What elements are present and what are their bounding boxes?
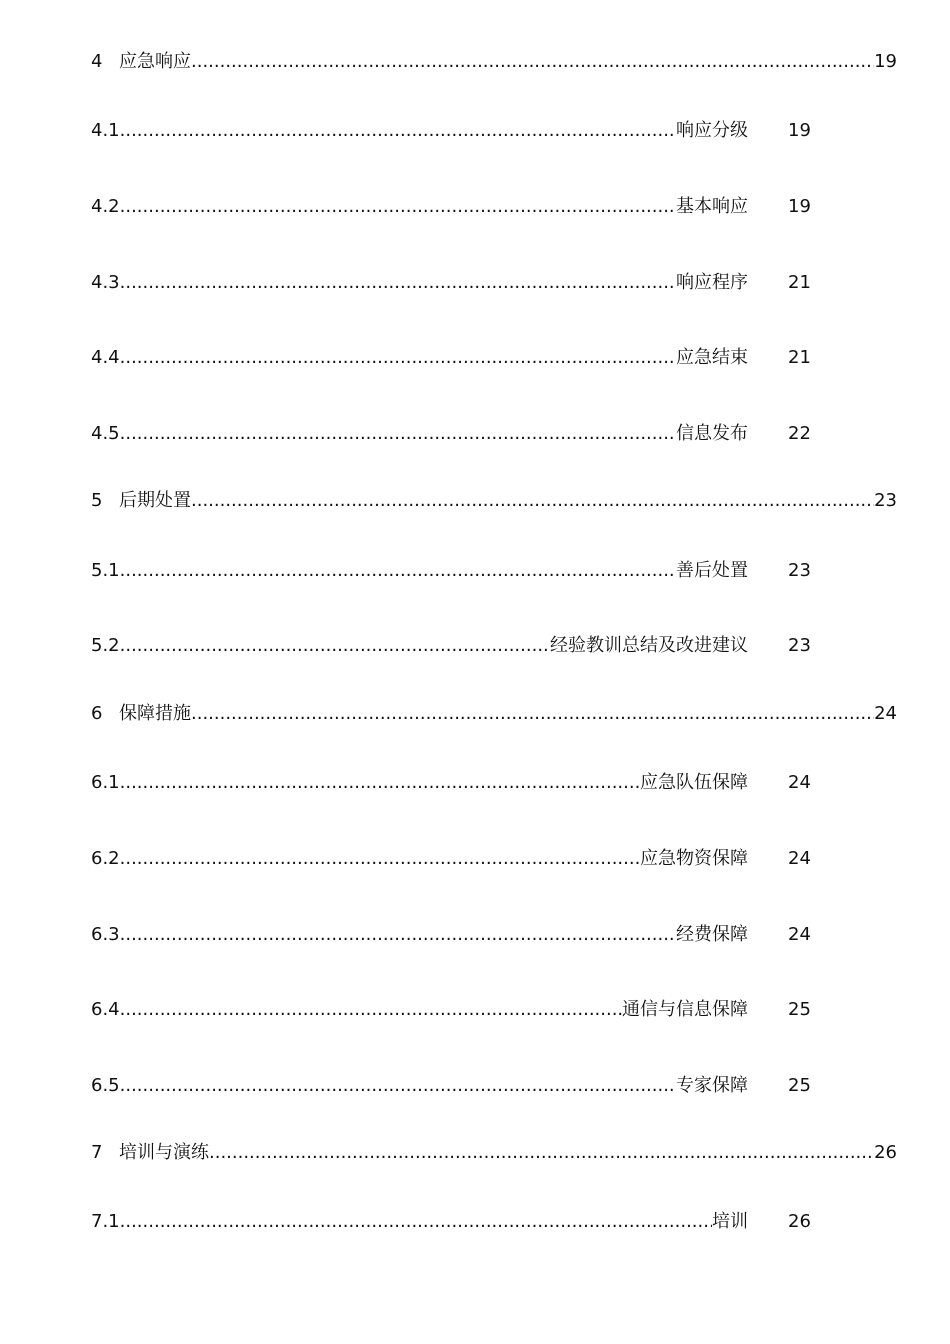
toc-section-6-4[interactable]: [91, 998, 748, 1022]
toc-section-number: 4.4: [91, 347, 120, 368]
toc-dot-leader: [120, 195, 676, 219]
toc-page-number: 23: [874, 490, 897, 511]
toc-chapter-number: 7: [91, 1142, 103, 1163]
toc-section-6-3[interactable]: [91, 923, 748, 947]
toc-dot-leader: [120, 923, 676, 947]
toc-section-6-1[interactable]: [91, 771, 748, 795]
toc-section-title: 通信与信息保障: [622, 999, 748, 1020]
toc-section-title: 专家保障: [676, 1075, 748, 1096]
toc-chapter-title: 培训与演练: [119, 1142, 209, 1163]
toc-section-title: 善后处置: [676, 560, 748, 581]
toc-section-title: 应急结束: [676, 347, 748, 368]
toc-dot-leader: [120, 847, 640, 871]
toc-section-title: 信息发布: [676, 423, 748, 444]
toc-section-number: 6.1: [91, 772, 120, 793]
toc-section-4-2[interactable]: [91, 195, 748, 219]
toc-page-number: 19: [874, 51, 897, 72]
toc-section-7-1[interactable]: [91, 1210, 748, 1234]
toc-section-number: 4.1: [91, 120, 120, 141]
toc-chapter-title: 应急响应: [119, 51, 191, 72]
toc-dot-leader: [120, 634, 550, 658]
toc-page-number: 24: [788, 848, 811, 869]
toc-chapter-title: 保障措施: [119, 703, 191, 724]
toc-dot-leader: [191, 702, 874, 726]
toc-dot-leader: [191, 489, 874, 513]
toc-page-number: 24: [788, 772, 811, 793]
toc-section-number: 6.4: [91, 999, 120, 1020]
toc-chapter-7[interactable]: [91, 1141, 897, 1165]
toc-chapter-number: 4: [91, 51, 103, 72]
toc-section-number: 6.5: [91, 1075, 120, 1096]
toc-dot-leader: [120, 559, 676, 583]
toc-section-title: 应急队伍保障: [640, 772, 748, 793]
toc-dot-leader: [120, 346, 676, 370]
toc-page-number: 19: [788, 196, 811, 217]
toc-page-number: 21: [788, 347, 811, 368]
toc-section-4-4[interactable]: [91, 346, 748, 370]
toc-section-title: 培训: [712, 1211, 748, 1232]
toc-dot-leader: [191, 50, 874, 74]
toc-section-number: 7.1: [91, 1211, 120, 1232]
toc-section-4-3[interactable]: [91, 271, 748, 295]
toc-section-number: 5.1: [91, 560, 120, 581]
toc-dot-leader: [120, 1074, 676, 1098]
toc-chapter-number: 6: [91, 703, 103, 724]
toc-section-6-5[interactable]: [91, 1074, 748, 1098]
toc-section-title: 经验教训总结及改进建议: [550, 635, 748, 656]
toc-page-number: 22: [788, 423, 811, 444]
toc-section-6-2[interactable]: [91, 847, 748, 871]
toc-section-title: 基本响应: [676, 196, 748, 217]
toc-page-number: 23: [788, 560, 811, 581]
toc-dot-leader: [209, 1141, 874, 1165]
toc-page-number: 23: [788, 635, 811, 656]
toc-chapter-4[interactable]: [91, 50, 897, 74]
toc-page-number: 19: [788, 120, 811, 141]
toc-section-title: 经费保障: [676, 924, 748, 945]
toc-section-number: 5.2: [91, 635, 120, 656]
toc-page-number: 26: [788, 1211, 811, 1232]
toc-page-number: 24: [874, 703, 897, 724]
toc-section-number: 6.3: [91, 924, 120, 945]
toc-section-5-1[interactable]: [91, 559, 748, 583]
toc-section-title: 应急物资保障: [640, 848, 748, 869]
toc-dot-leader: [120, 771, 640, 795]
toc-chapter-number: 5: [91, 490, 103, 511]
toc-page-number: 26: [874, 1142, 897, 1163]
toc-chapter-6[interactable]: [91, 702, 897, 726]
toc-dot-leader: [120, 119, 676, 143]
toc-dot-leader: [120, 1210, 712, 1234]
toc-section-title: 响应分级: [676, 120, 748, 141]
toc-section-title: 响应程序: [676, 272, 748, 293]
toc-section-number: 4.3: [91, 272, 120, 293]
toc-page-number: 24: [788, 924, 811, 945]
toc-section-number: 6.2: [91, 848, 120, 869]
toc-chapter-5[interactable]: [91, 489, 897, 513]
toc-section-5-2[interactable]: [91, 634, 748, 658]
toc-dot-leader: [120, 998, 622, 1022]
toc-section-number: 4.2: [91, 196, 120, 217]
toc-dot-leader: [120, 422, 676, 446]
toc-section-4-1[interactable]: [91, 119, 748, 143]
toc-page-number: 25: [788, 999, 811, 1020]
toc-section-4-5[interactable]: [91, 422, 748, 446]
toc-dot-leader: [120, 271, 676, 295]
toc-page-number: 21: [788, 272, 811, 293]
toc-page-number: 25: [788, 1075, 811, 1096]
toc-chapter-title: 后期处置: [119, 490, 191, 511]
toc-section-number: 4.5: [91, 423, 120, 444]
